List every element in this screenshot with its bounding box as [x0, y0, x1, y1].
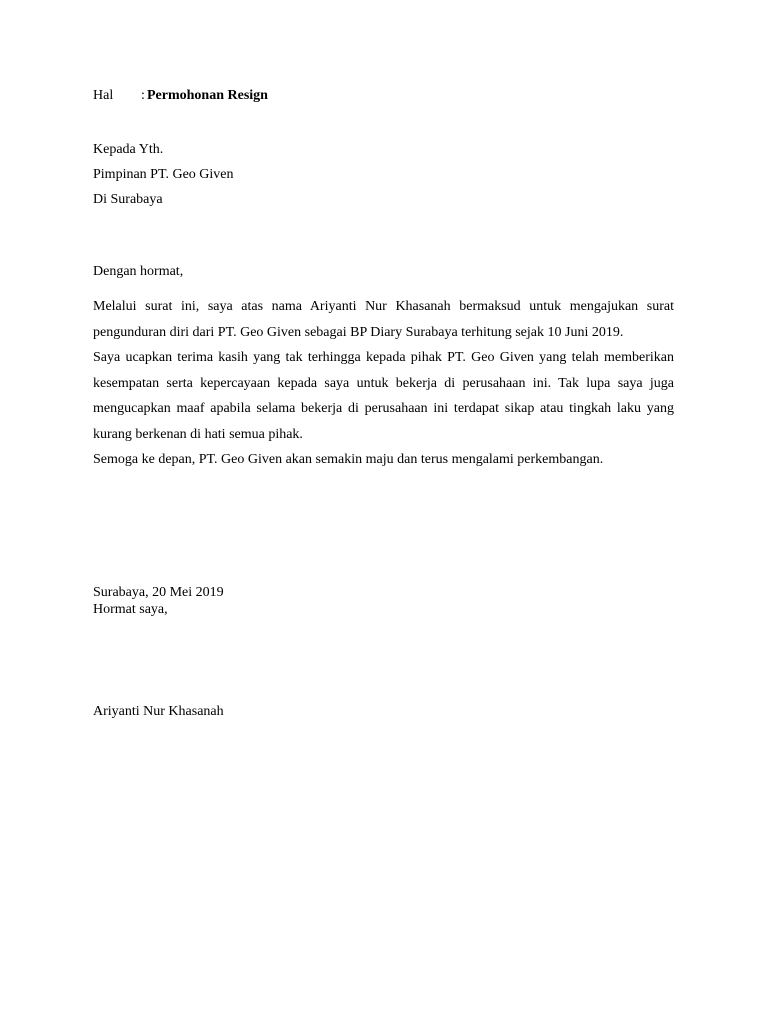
subject-label: Hal [93, 88, 114, 103]
place-date: Surabaya, 20 Mei 2019 [93, 585, 224, 600]
recipient-salutation: Kepada Yth. [93, 142, 164, 157]
subject-colon: : [141, 88, 145, 103]
recipient-location: Di Surabaya [93, 192, 163, 207]
recipient-name: Pimpinan PT. Geo Given [93, 167, 234, 182]
closing-regards: Hormat saya, [93, 602, 168, 617]
subject-line [93, 87, 268, 105]
closing-block [93, 584, 224, 618]
recipient-block [93, 137, 234, 212]
body-paragraph-2: Saya ucapkan terima kasih yang tak terhingga kepada pihak PT. Geo Given yang telah memberikan kesempatan serta kepercayaan kepada saya untuk bekerja di perusahaan ini. Tak lupa saya juga mengucapkan maaf apabila selama bekerja di perusahaan ini terdapat sikap atau tingkah laku yang kurang berkenan di hati semua pihak. [93, 350, 674, 442]
body-paragraph-3: Semoga ke depan, PT. Geo Given akan semakin maju dan terus mengalami perkembangan. [93, 452, 604, 467]
letter-body [93, 294, 674, 473]
signature-name: Ariyanti Nur Khasanah [93, 704, 224, 719]
subject-value: Permohonan Resign [147, 88, 268, 103]
body-paragraph-1: Melalui surat ini, saya atas nama Ariyanti Nur Khasanah bermaksud untuk mengajukan surat pengunduran diri dari PT. Geo Given sebagai BP Diary Surabaya terhitung sejak 10 Juni 2019. [93, 299, 674, 340]
greeting: Dengan hormat, [93, 264, 184, 279]
